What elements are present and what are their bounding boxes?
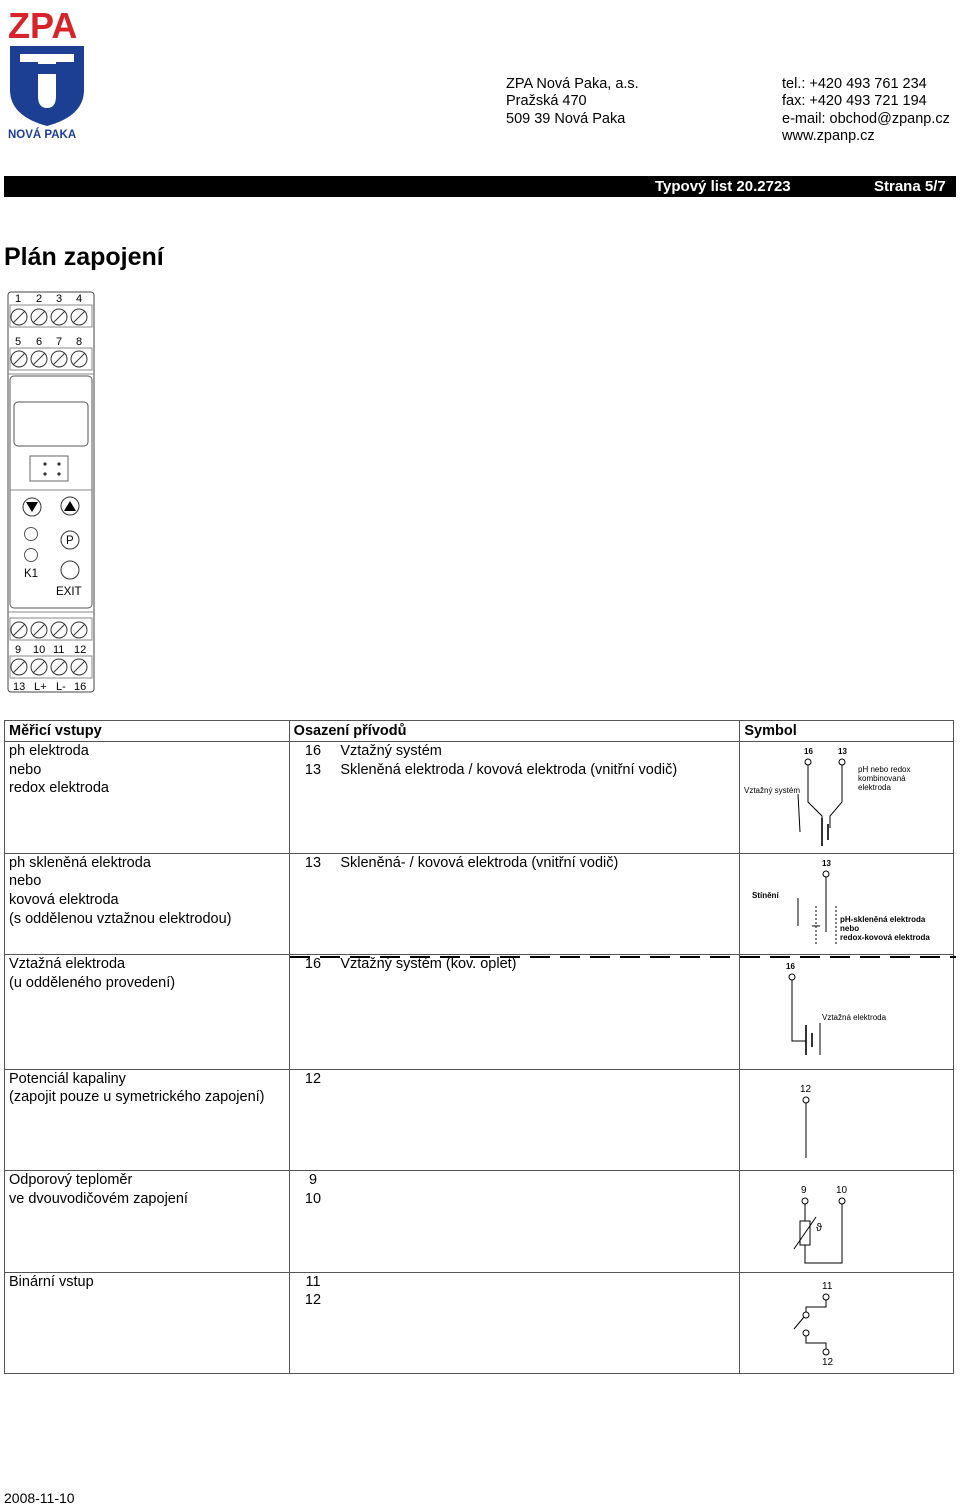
svg-text:9: 9 xyxy=(801,1185,807,1197)
binary-input-switch-symbol xyxy=(740,1273,950,1373)
dashed-separator xyxy=(290,955,956,959)
row-symbol xyxy=(740,853,954,954)
table-row xyxy=(5,955,954,1070)
svg-text:4: 4 xyxy=(76,293,83,305)
row-symbol xyxy=(740,742,954,854)
svg-text:13: 13 xyxy=(13,681,26,693)
led-1 xyxy=(25,528,38,541)
logo-brand: ZPA xyxy=(8,5,78,46)
device-front-drawing xyxy=(6,290,96,695)
table-row xyxy=(5,742,954,854)
svg-text:16: 16 xyxy=(786,962,796,972)
row-terminals: 9 10 xyxy=(289,1171,336,1272)
exit-button xyxy=(61,561,79,579)
table-row xyxy=(5,853,954,954)
col-header-inputs: Měřicí vstupy xyxy=(5,721,290,742)
ph-combined-electrode-symbol xyxy=(740,742,950,852)
row-terminals: 12 xyxy=(289,1069,336,1170)
svg-text:L-: L- xyxy=(56,681,66,693)
row-symbol xyxy=(740,1171,954,1272)
svg-text:12: 12 xyxy=(800,1083,812,1095)
row-description: Vztažný systém Skleněná elektroda / kovová elektroda (vnitřní vodič) xyxy=(336,742,740,854)
row-input: Vztažná elektroda (u odděleného provedení) xyxy=(5,955,290,1070)
row-terminals: 11 12 xyxy=(289,1272,336,1373)
svg-text:12: 12 xyxy=(74,644,87,656)
glass-electrode-symbol xyxy=(740,854,950,954)
svg-text:L+: L+ xyxy=(34,681,47,693)
row-description xyxy=(336,1171,740,1272)
svg-text:2: 2 xyxy=(36,293,43,305)
svg-text:elektroda: elektroda xyxy=(858,783,892,792)
svg-text:10: 10 xyxy=(836,1185,848,1197)
svg-text:16: 16 xyxy=(804,747,814,756)
svg-text:16: 16 xyxy=(74,681,87,693)
row-description xyxy=(336,1069,740,1170)
contact-email: e-mail: obchod@zpanp.cz xyxy=(782,110,950,127)
svg-text:nebo: nebo xyxy=(840,923,860,933)
svg-text:pH nebo redox: pH nebo redox xyxy=(858,765,911,774)
row-input: Binární vstup xyxy=(5,1272,290,1373)
contact-tel: tel.: +420 493 761 234 xyxy=(782,76,927,92)
table-row xyxy=(5,1069,954,1170)
svg-text:12: 12 xyxy=(822,1356,834,1368)
k1-label: K1 xyxy=(24,568,39,580)
svg-text:3: 3 xyxy=(56,293,63,305)
row-input: Odporový teploměr ve dvouvodičovém zapojení xyxy=(5,1171,290,1272)
row-symbol xyxy=(740,955,954,1070)
svg-text:9: 9 xyxy=(15,644,22,656)
rtd-symbol xyxy=(740,1171,950,1271)
company-city: 509 39 Nová Paka xyxy=(506,110,626,127)
svg-text:11: 11 xyxy=(822,1280,833,1292)
table-header-row xyxy=(5,721,954,742)
logo-place: NOVÁ PAKA xyxy=(8,129,77,140)
svg-text:13: 13 xyxy=(822,858,832,868)
svg-text:5: 5 xyxy=(15,336,22,348)
p-label: P xyxy=(66,535,74,547)
reference-electrode-symbol xyxy=(740,955,950,1067)
svg-text:Vztažná elektroda: Vztažná elektroda xyxy=(822,1013,887,1023)
zpa-logo xyxy=(6,4,88,140)
row-description: Skleněná- / kovová elektroda (vnitřní vodič) xyxy=(336,853,740,954)
doc-number: Typový list 20.2723 xyxy=(655,178,791,195)
row-input: Potenciál kapaliny (zapojit pouze u symetrického zapojení) xyxy=(5,1069,290,1170)
contact-web: www.zpanp.cz xyxy=(782,127,875,144)
company-contact xyxy=(782,76,950,145)
row-symbol xyxy=(740,1069,954,1170)
exit-label: EXIT xyxy=(56,586,82,598)
row-input: ph skleněná elektroda nebo kovová elektroda (s oddělenou vztažnou elektrodou) xyxy=(5,853,290,954)
table-row xyxy=(5,1171,954,1272)
svg-text:Stínění: Stínění xyxy=(752,890,780,900)
led-k1 xyxy=(25,549,38,562)
svg-text:ϑ: ϑ xyxy=(816,1222,823,1235)
svg-text:10: 10 xyxy=(33,644,46,656)
led-display xyxy=(30,456,68,481)
col-header-symbol: Symbol xyxy=(740,721,954,742)
svg-text:11: 11 xyxy=(53,644,65,656)
svg-text:redox-kovová elektroda: redox-kovová elektroda xyxy=(840,932,931,942)
page-number: Strana 5/7 xyxy=(874,178,946,195)
svg-text:6: 6 xyxy=(36,336,43,348)
wiring-table xyxy=(4,720,954,1374)
row-terminals: 16 xyxy=(289,955,336,1070)
page-title: Plán zapojení xyxy=(4,243,164,271)
svg-text:7: 7 xyxy=(56,336,63,348)
svg-text:kombinovaná: kombinovaná xyxy=(858,774,906,783)
col-header-terminals: Osazení přívodů xyxy=(289,721,740,742)
row-input: ph elektroda nebo redox elektroda xyxy=(5,742,290,854)
header-bar xyxy=(4,176,956,197)
display-window xyxy=(14,402,88,446)
svg-text:13: 13 xyxy=(838,747,848,756)
svg-text:1: 1 xyxy=(15,293,22,305)
table-row xyxy=(5,1272,954,1373)
contact-fax: fax: +420 493 721 194 xyxy=(782,93,927,110)
footer-date: 2008-11-10 xyxy=(4,1490,75,1506)
row-symbol xyxy=(740,1272,954,1373)
company-name: ZPA Nová Paka, a.s. xyxy=(506,76,639,92)
svg-text:pH-skleněná elektroda: pH-skleněná elektroda xyxy=(840,914,926,924)
company-street: Pražská 470 xyxy=(506,93,587,110)
company-address xyxy=(506,76,639,128)
row-description: Vztažný systém (kov. oplet) xyxy=(336,955,740,1070)
svg-text:Vztažný systém: Vztažný systém xyxy=(744,786,801,795)
row-terminals: 16 13 xyxy=(289,742,336,854)
liquid-potential-symbol xyxy=(740,1070,950,1170)
svg-text:8: 8 xyxy=(76,336,83,348)
row-description xyxy=(336,1272,740,1373)
row-terminals: 13 xyxy=(289,853,336,954)
